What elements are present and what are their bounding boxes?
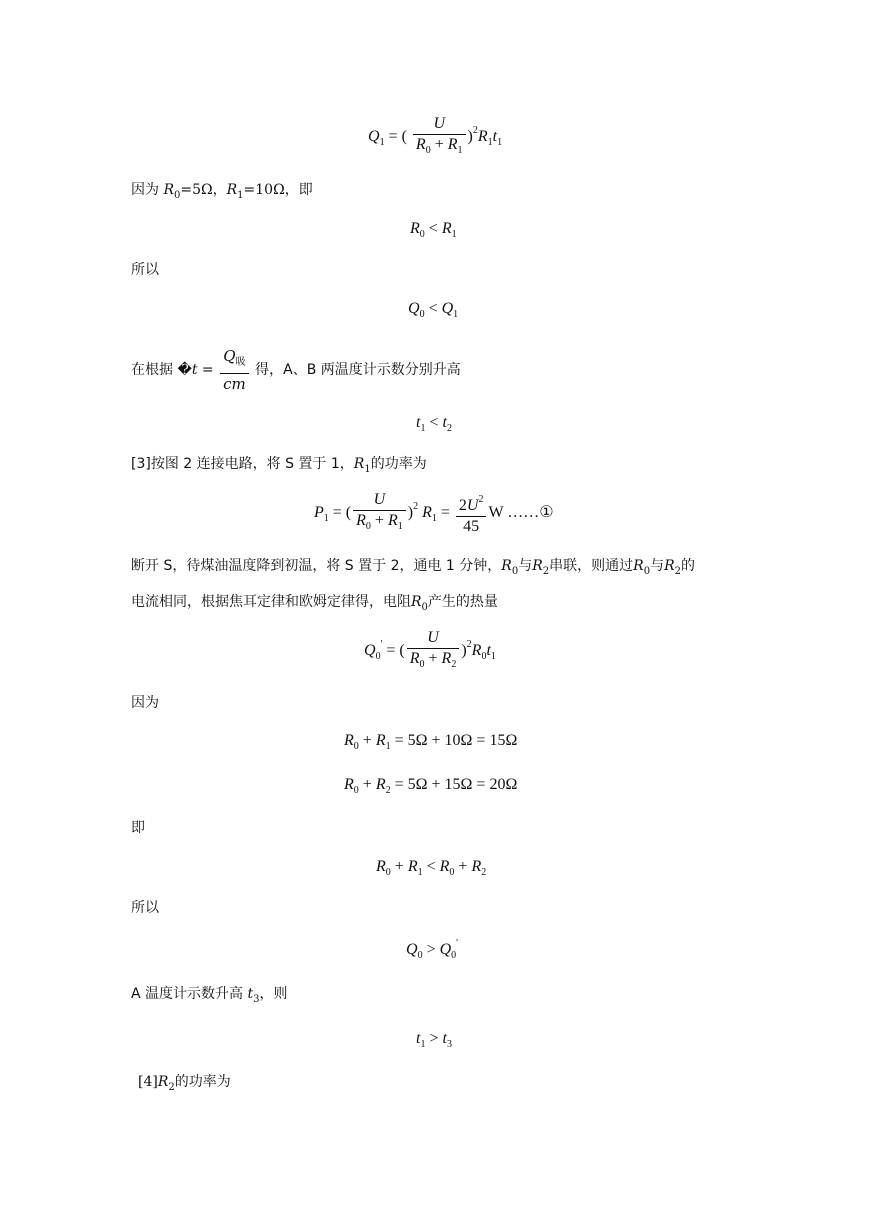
- equation-q0-prime: $Q_0'$ = ( $\frac{U}{R_0 + R_2}$ )$^2R_0t_1$: [364, 628, 496, 675]
- equation-sum1: $R_0 + R_1 = 5\Omega + 10\Omega = 15\Omega$: [344, 732, 518, 752]
- equation-t1-lt-t2: $t_1 < t_2$: [416, 414, 452, 434]
- equation-t1-gt-t3: $t_1 > t_3$: [416, 1030, 452, 1050]
- equation-q1: $Q_1$ = ( $\frac{U}{R_0 + R_1}$ )$^2R_1t_1$: [368, 114, 502, 161]
- equation-q0-gt-q0prime: $Q_0 > Q_0'$: [406, 938, 458, 961]
- equation-sum2: $R_0 + R_2 = 5\Omega + 15\Omega = 20\Omega$: [344, 776, 518, 796]
- text-step3: [3]按图 2 连接电路，将 S 置于 1，$R_1$的功率为: [131, 456, 427, 475]
- text-para2-line1: 断开 S，待煤油温度降到初温，将 S 置于 2，通电 1 分钟，$R_0$与$R_2$串联，则通过$R_0$与$R_2$的: [131, 558, 695, 577]
- text-based-on: 在根据 �t = $\frac{Q_吸}{cm}$ 得，A、B 两温度计示数分别升高: [131, 347, 461, 393]
- text-so-1: 所以: [131, 262, 159, 278]
- equation-r0-lt-r1: $R_0 < R_1$: [410, 220, 457, 240]
- text-because-2: 因为: [131, 695, 159, 711]
- equation-sum-compare: $R_0 + R_1 < R_0 + R_2$: [376, 858, 487, 878]
- text-a-temp: A 温度计示数升高 $t_3$，则: [131, 986, 288, 1005]
- text-so-2: 所以: [131, 900, 159, 916]
- text-because-values: 因为 $R_0=5\Omega$，$R_1=10\Omega$，即: [131, 182, 313, 201]
- text-step4: $[4]R_2$的功率为: [138, 1074, 231, 1093]
- equation-q0-lt-q1: $Q_0 < Q_1$: [408, 300, 459, 320]
- equation-p1: $P_1$ = ( $\frac{U}{R_0 + R_1}$ )$^2$ $R_1$ = $\frac{2U^2}{45}$ W ……①: [314, 491, 554, 535]
- text-ji: 即: [131, 820, 145, 836]
- text-para2-line2: 电流相同，根据焦耳定律和欧姆定律得，电阻$R_0$产生的热量: [131, 594, 498, 613]
